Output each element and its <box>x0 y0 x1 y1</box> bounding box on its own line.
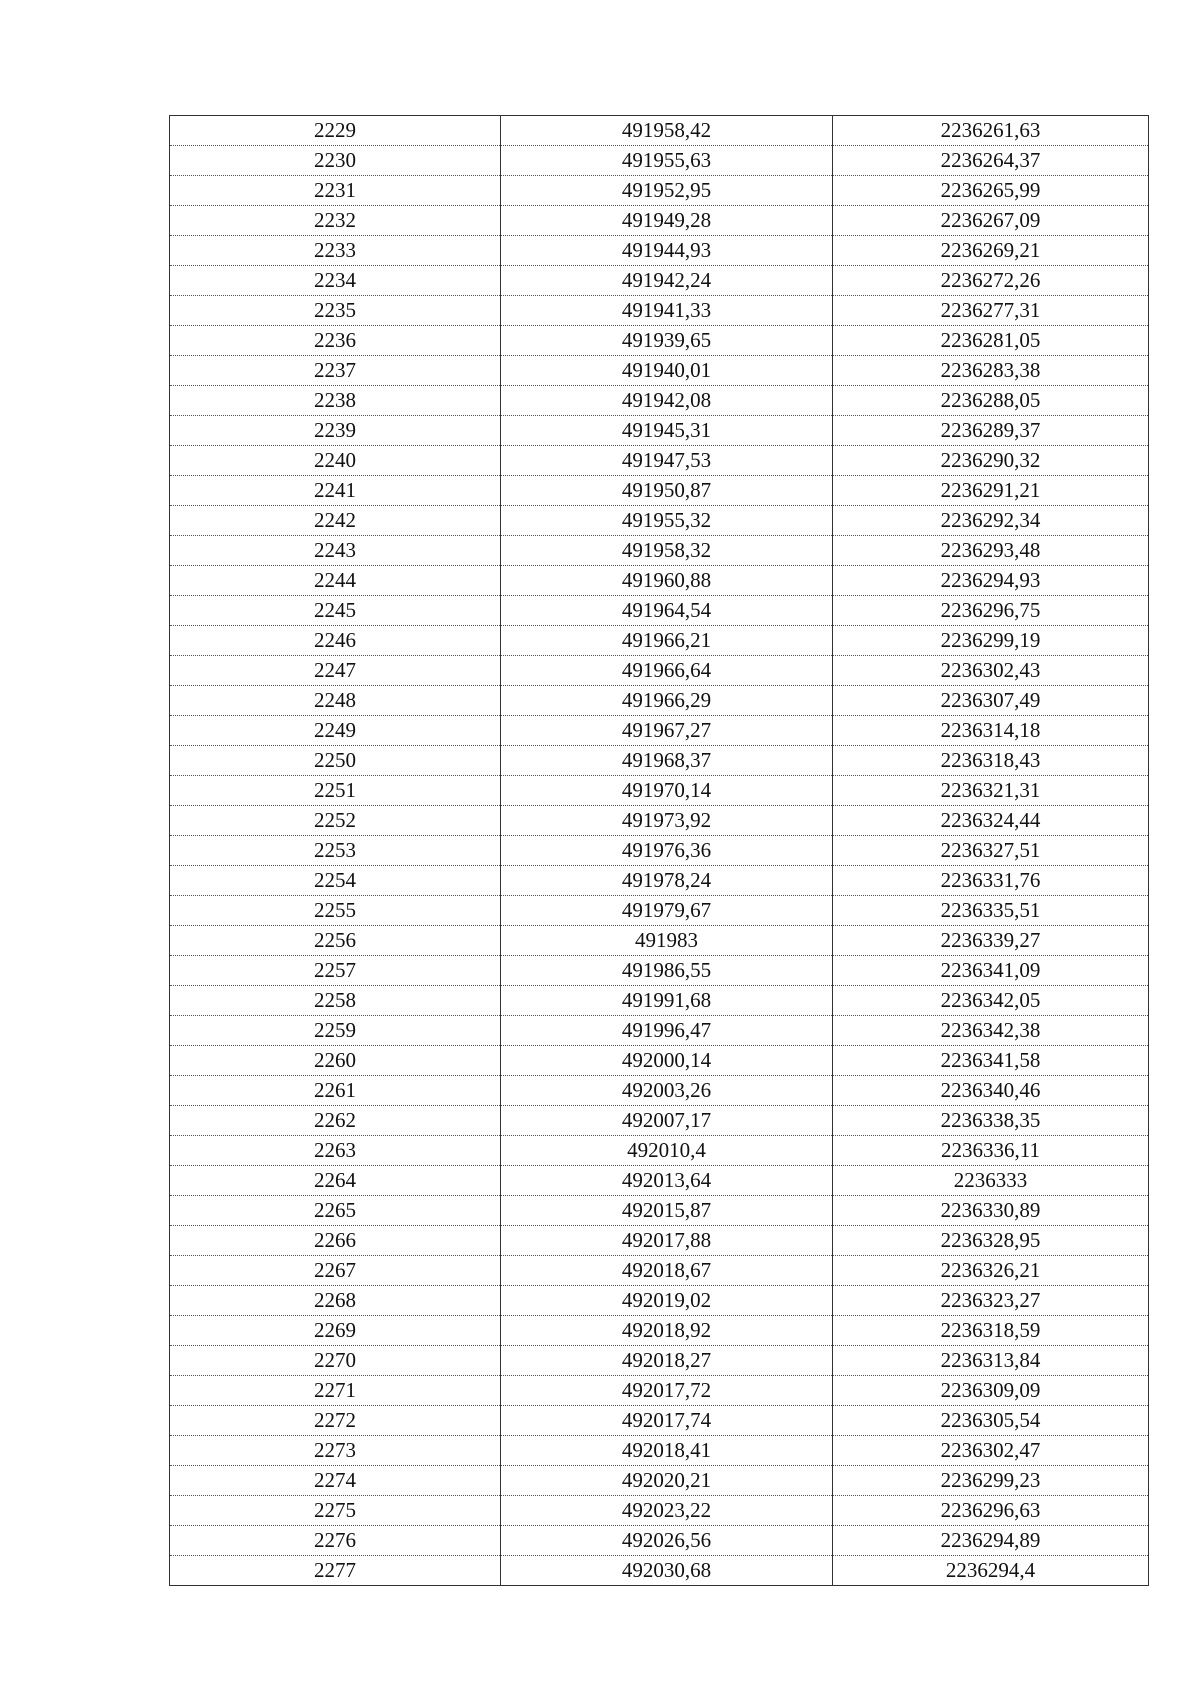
table-row <box>170 986 1149 1016</box>
y-coordinate-cell: 2236289,37 <box>833 416 1149 446</box>
point-number-cell: 2244 <box>170 566 501 596</box>
x-coordinate-cell: 491991,68 <box>501 986 833 1016</box>
y-coordinate-cell: 2236318,43 <box>833 746 1149 776</box>
point-number-cell: 2253 <box>170 836 501 866</box>
x-coordinate-cell: 491973,92 <box>501 806 833 836</box>
x-coordinate-cell: 492018,67 <box>501 1256 833 1286</box>
point-number-cell: 2262 <box>170 1106 501 1136</box>
y-coordinate-cell: 2236335,51 <box>833 896 1149 926</box>
x-coordinate-cell: 491966,21 <box>501 626 833 656</box>
point-number-cell: 2229 <box>170 116 501 146</box>
table-row <box>170 836 1149 866</box>
x-coordinate-cell: 491945,31 <box>501 416 833 446</box>
y-coordinate-cell: 2236318,59 <box>833 1316 1149 1346</box>
table-row <box>170 386 1149 416</box>
y-coordinate-cell: 2236265,99 <box>833 176 1149 206</box>
table-row <box>170 506 1149 536</box>
table-row <box>170 1346 1149 1376</box>
table-row <box>170 296 1149 326</box>
y-coordinate-cell: 2236307,49 <box>833 686 1149 716</box>
x-coordinate-cell: 491952,95 <box>501 176 833 206</box>
table-row <box>170 206 1149 236</box>
table-row <box>170 566 1149 596</box>
point-number-cell: 2269 <box>170 1316 501 1346</box>
x-coordinate-cell: 491966,29 <box>501 686 833 716</box>
point-number-cell: 2276 <box>170 1526 501 1556</box>
y-coordinate-cell: 2236305,54 <box>833 1406 1149 1436</box>
table-row <box>170 866 1149 896</box>
x-coordinate-cell: 491983 <box>501 926 833 956</box>
x-coordinate-cell: 491942,24 <box>501 266 833 296</box>
point-number-cell: 2258 <box>170 986 501 1016</box>
point-number-cell: 2254 <box>170 866 501 896</box>
x-coordinate-cell: 492015,87 <box>501 1196 833 1226</box>
y-coordinate-cell: 2236267,09 <box>833 206 1149 236</box>
y-coordinate-cell: 2236264,37 <box>833 146 1149 176</box>
point-number-cell: 2275 <box>170 1496 501 1526</box>
x-coordinate-cell: 491939,65 <box>501 326 833 356</box>
point-number-cell: 2247 <box>170 656 501 686</box>
table-row <box>170 1106 1149 1136</box>
table-row <box>170 956 1149 986</box>
point-number-cell: 2236 <box>170 326 501 356</box>
y-coordinate-cell: 2236294,4 <box>833 1556 1149 1586</box>
table-row <box>170 1556 1149 1586</box>
point-number-cell: 2268 <box>170 1286 501 1316</box>
table-row <box>170 176 1149 206</box>
table-row <box>170 476 1149 506</box>
y-coordinate-cell: 2236331,76 <box>833 866 1149 896</box>
point-number-cell: 2273 <box>170 1436 501 1466</box>
x-coordinate-cell: 491955,32 <box>501 506 833 536</box>
point-number-cell: 2257 <box>170 956 501 986</box>
y-coordinate-cell: 2236321,31 <box>833 776 1149 806</box>
point-number-cell: 2234 <box>170 266 501 296</box>
table-row <box>170 1046 1149 1076</box>
table-row <box>170 1376 1149 1406</box>
y-coordinate-cell: 2236302,47 <box>833 1436 1149 1466</box>
table-row <box>170 1526 1149 1556</box>
point-number-cell: 2239 <box>170 416 501 446</box>
point-number-cell: 2241 <box>170 476 501 506</box>
x-coordinate-cell: 492018,41 <box>501 1436 833 1466</box>
y-coordinate-cell: 2236269,21 <box>833 236 1149 266</box>
table-row <box>170 116 1149 146</box>
table-row <box>170 926 1149 956</box>
point-number-cell: 2260 <box>170 1046 501 1076</box>
point-number-cell: 2235 <box>170 296 501 326</box>
x-coordinate-cell: 491967,27 <box>501 716 833 746</box>
table-row <box>170 446 1149 476</box>
y-coordinate-cell: 2236290,32 <box>833 446 1149 476</box>
table-row <box>170 716 1149 746</box>
x-coordinate-cell: 491986,55 <box>501 956 833 986</box>
y-coordinate-cell: 2236309,09 <box>833 1376 1149 1406</box>
y-coordinate-cell: 2236293,48 <box>833 536 1149 566</box>
point-number-cell: 2255 <box>170 896 501 926</box>
y-coordinate-cell: 2236272,26 <box>833 266 1149 296</box>
point-number-cell: 2277 <box>170 1556 501 1586</box>
table-row <box>170 806 1149 836</box>
coordinates-table-body <box>170 116 1149 1586</box>
point-number-cell: 2267 <box>170 1256 501 1286</box>
y-coordinate-cell: 2236296,63 <box>833 1496 1149 1526</box>
x-coordinate-cell: 492017,72 <box>501 1376 833 1406</box>
point-number-cell: 2232 <box>170 206 501 236</box>
point-number-cell: 2230 <box>170 146 501 176</box>
table-row <box>170 326 1149 356</box>
point-number-cell: 2250 <box>170 746 501 776</box>
y-coordinate-cell: 2236299,23 <box>833 1466 1149 1496</box>
table-row <box>170 146 1149 176</box>
x-coordinate-cell: 491947,53 <box>501 446 833 476</box>
x-coordinate-cell: 491978,24 <box>501 866 833 896</box>
table-row <box>170 1286 1149 1316</box>
table-row <box>170 896 1149 926</box>
x-coordinate-cell: 491976,36 <box>501 836 833 866</box>
point-number-cell: 2231 <box>170 176 501 206</box>
y-coordinate-cell: 2236341,58 <box>833 1046 1149 1076</box>
y-coordinate-cell: 2236338,35 <box>833 1106 1149 1136</box>
point-number-cell: 2248 <box>170 686 501 716</box>
x-coordinate-cell: 491960,88 <box>501 566 833 596</box>
x-coordinate-cell: 492020,21 <box>501 1466 833 1496</box>
x-coordinate-cell: 491979,67 <box>501 896 833 926</box>
point-number-cell: 2252 <box>170 806 501 836</box>
x-coordinate-cell: 492026,56 <box>501 1526 833 1556</box>
x-coordinate-cell: 492010,4 <box>501 1136 833 1166</box>
point-number-cell: 2271 <box>170 1376 501 1406</box>
point-number-cell: 2240 <box>170 446 501 476</box>
x-coordinate-cell: 491940,01 <box>501 356 833 386</box>
y-coordinate-cell: 2236296,75 <box>833 596 1149 626</box>
point-number-cell: 2246 <box>170 626 501 656</box>
y-coordinate-cell: 2236339,27 <box>833 926 1149 956</box>
y-coordinate-cell: 2236288,05 <box>833 386 1149 416</box>
point-number-cell: 2245 <box>170 596 501 626</box>
point-number-cell: 2264 <box>170 1166 501 1196</box>
table-row <box>170 236 1149 266</box>
table-row <box>170 686 1149 716</box>
x-coordinate-cell: 491968,37 <box>501 746 833 776</box>
table-row <box>170 356 1149 386</box>
table-row <box>170 1166 1149 1196</box>
y-coordinate-cell: 2236327,51 <box>833 836 1149 866</box>
x-coordinate-cell: 492017,88 <box>501 1226 833 1256</box>
x-coordinate-cell: 492003,26 <box>501 1076 833 1106</box>
x-coordinate-cell: 491966,64 <box>501 656 833 686</box>
x-coordinate-cell: 492030,68 <box>501 1556 833 1586</box>
x-coordinate-cell: 492023,22 <box>501 1496 833 1526</box>
x-coordinate-cell: 492017,74 <box>501 1406 833 1436</box>
point-number-cell: 2259 <box>170 1016 501 1046</box>
x-coordinate-cell: 492018,27 <box>501 1346 833 1376</box>
table-row <box>170 1196 1149 1226</box>
point-number-cell: 2242 <box>170 506 501 536</box>
x-coordinate-cell: 492000,14 <box>501 1046 833 1076</box>
point-number-cell: 2249 <box>170 716 501 746</box>
x-coordinate-cell: 491970,14 <box>501 776 833 806</box>
x-coordinate-cell: 491949,28 <box>501 206 833 236</box>
y-coordinate-cell: 2236302,43 <box>833 656 1149 686</box>
table-row <box>170 536 1149 566</box>
x-coordinate-cell: 491964,54 <box>501 596 833 626</box>
y-coordinate-cell: 2236294,93 <box>833 566 1149 596</box>
x-coordinate-cell: 492018,92 <box>501 1316 833 1346</box>
x-coordinate-cell: 491944,93 <box>501 236 833 266</box>
y-coordinate-cell: 2236342,05 <box>833 986 1149 1016</box>
y-coordinate-cell: 2236323,27 <box>833 1286 1149 1316</box>
y-coordinate-cell: 2236336,11 <box>833 1136 1149 1166</box>
y-coordinate-cell: 2236261,63 <box>833 116 1149 146</box>
table-row <box>170 1436 1149 1466</box>
x-coordinate-cell: 492013,64 <box>501 1166 833 1196</box>
x-coordinate-cell: 491958,32 <box>501 536 833 566</box>
table-row <box>170 1136 1149 1166</box>
point-number-cell: 2251 <box>170 776 501 806</box>
y-coordinate-cell: 2236281,05 <box>833 326 1149 356</box>
y-coordinate-cell: 2236292,34 <box>833 506 1149 536</box>
table-row <box>170 1016 1149 1046</box>
x-coordinate-cell: 491955,63 <box>501 146 833 176</box>
y-coordinate-cell: 2236291,21 <box>833 476 1149 506</box>
y-coordinate-cell: 2236314,18 <box>833 716 1149 746</box>
table-row <box>170 1466 1149 1496</box>
point-number-cell: 2233 <box>170 236 501 266</box>
point-number-cell: 2270 <box>170 1346 501 1376</box>
x-coordinate-cell: 491996,47 <box>501 1016 833 1046</box>
y-coordinate-cell: 2236341,09 <box>833 956 1149 986</box>
y-coordinate-cell: 2236340,46 <box>833 1076 1149 1106</box>
y-coordinate-cell: 2236324,44 <box>833 806 1149 836</box>
y-coordinate-cell: 2236330,89 <box>833 1196 1149 1226</box>
table-row <box>170 1256 1149 1286</box>
table-row <box>170 626 1149 656</box>
point-number-cell: 2261 <box>170 1076 501 1106</box>
x-coordinate-cell: 491942,08 <box>501 386 833 416</box>
y-coordinate-cell: 2236342,38 <box>833 1016 1149 1046</box>
point-number-cell: 2243 <box>170 536 501 566</box>
x-coordinate-cell: 491941,33 <box>501 296 833 326</box>
point-number-cell: 2266 <box>170 1226 501 1256</box>
table-row <box>170 1406 1149 1436</box>
y-coordinate-cell: 2236333 <box>833 1166 1149 1196</box>
table-row <box>170 746 1149 776</box>
point-number-cell: 2263 <box>170 1136 501 1166</box>
y-coordinate-cell: 2236294,89 <box>833 1526 1149 1556</box>
y-coordinate-cell: 2236299,19 <box>833 626 1149 656</box>
point-number-cell: 2272 <box>170 1406 501 1436</box>
table-row <box>170 596 1149 626</box>
table-row <box>170 1496 1149 1526</box>
y-coordinate-cell: 2236328,95 <box>833 1226 1149 1256</box>
y-coordinate-cell: 2236277,31 <box>833 296 1149 326</box>
table-row <box>170 1226 1149 1256</box>
y-coordinate-cell: 2236283,38 <box>833 356 1149 386</box>
point-number-cell: 2274 <box>170 1466 501 1496</box>
x-coordinate-cell: 492019,02 <box>501 1286 833 1316</box>
table-row <box>170 776 1149 806</box>
table-row <box>170 266 1149 296</box>
table-row <box>170 1076 1149 1106</box>
x-coordinate-cell: 492007,17 <box>501 1106 833 1136</box>
point-number-cell: 2256 <box>170 926 501 956</box>
table-row <box>170 656 1149 686</box>
point-number-cell: 2265 <box>170 1196 501 1226</box>
table-row <box>170 416 1149 446</box>
x-coordinate-cell: 491950,87 <box>501 476 833 506</box>
x-coordinate-cell: 491958,42 <box>501 116 833 146</box>
y-coordinate-cell: 2236326,21 <box>833 1256 1149 1286</box>
point-number-cell: 2238 <box>170 386 501 416</box>
point-number-cell: 2237 <box>170 356 501 386</box>
table-row <box>170 1316 1149 1346</box>
y-coordinate-cell: 2236313,84 <box>833 1346 1149 1376</box>
coordinates-table <box>169 115 1149 1586</box>
